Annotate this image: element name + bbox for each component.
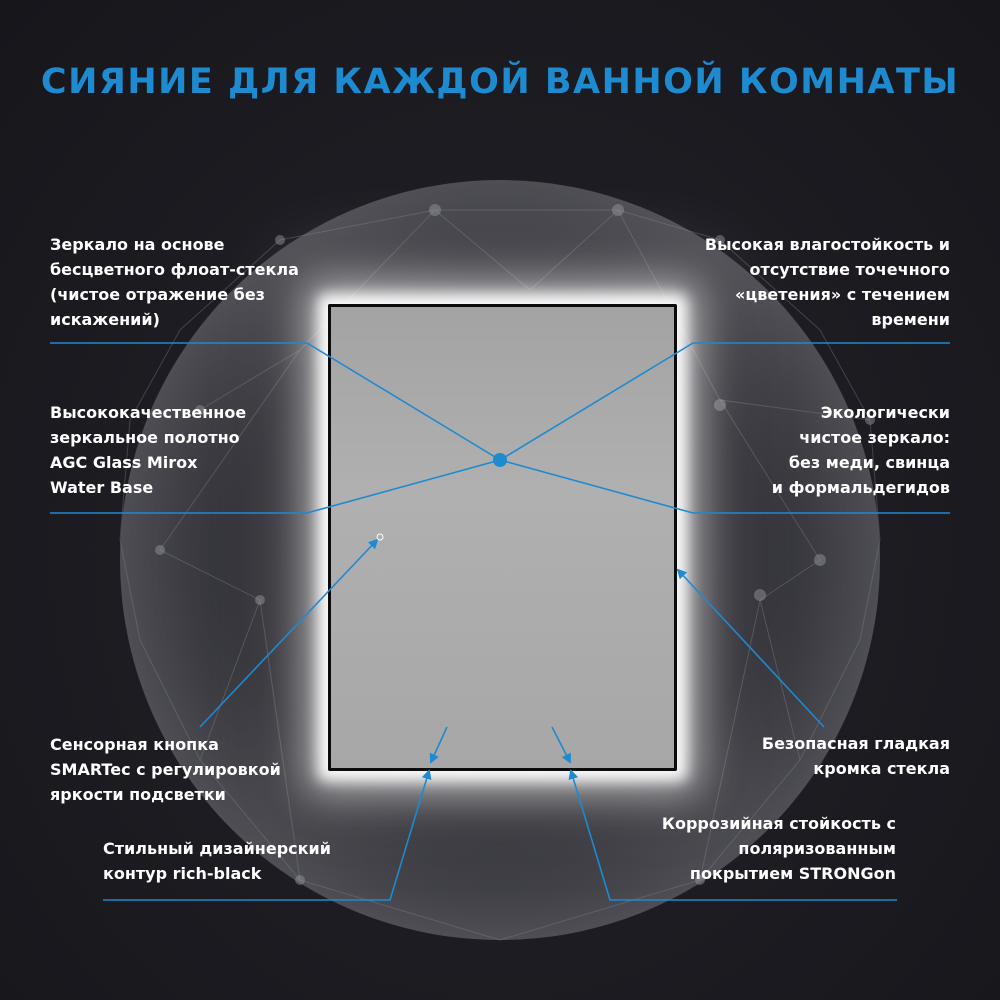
callout-line-float-glass xyxy=(50,343,500,460)
callout-line-eco xyxy=(500,460,950,513)
callout-line-agc xyxy=(50,460,500,513)
feature-line: отсутствие точечного xyxy=(749,260,950,279)
feature-line: Сенсорная кнопка xyxy=(50,735,219,754)
feature-line: «цветения» с течением xyxy=(735,285,950,304)
feature-line: бесцветного флоат-стекла xyxy=(50,260,299,279)
feature-line: покрытием STRONGon xyxy=(689,864,896,883)
page-title: СИЯНИЕ ДЛЯ КАЖДОЙ ВАННОЙ КОМНАТЫ xyxy=(40,62,960,102)
feature-line: Water Base xyxy=(50,478,154,497)
feature-line: без меди, свинца xyxy=(788,453,950,472)
callout-line-moisture xyxy=(500,343,950,460)
feature-line: времени xyxy=(871,310,950,329)
center-dot xyxy=(493,453,507,467)
feature-line: и формальдегидов xyxy=(771,478,950,497)
feature-line: Высококачественное xyxy=(50,403,247,422)
feature-line: (чистое отражение без xyxy=(50,285,265,304)
callout-arrow-corrosion-b xyxy=(571,771,897,900)
feature-line: поляризованным xyxy=(738,839,896,858)
feature-line: SMARTec с регулировкой xyxy=(50,760,281,779)
feature-line: зеркальное полотно xyxy=(50,428,240,447)
feature-line: чистое зеркало: xyxy=(799,428,950,447)
callout-arrow-contour-a xyxy=(431,727,447,762)
feature-line: искажений) xyxy=(50,310,160,329)
feature-line: Стильный дизайнерский xyxy=(103,839,331,858)
feature-line: Безопасная гладкая xyxy=(761,734,950,753)
feature-line: Высокая влагостойкость и xyxy=(704,235,950,254)
feature-line: AGC Glass Mirox xyxy=(50,453,198,472)
feature-line: кромка стекла xyxy=(813,759,950,778)
callout-arrow-contour-b xyxy=(103,771,429,900)
feature-line: контур rich-black xyxy=(103,864,262,883)
feature-line: Экологически xyxy=(820,403,950,422)
feature-line: Зеркало на основе xyxy=(50,235,225,254)
callout-arrow-corrosion-a xyxy=(552,727,570,762)
callout-arrow-edge xyxy=(678,570,824,727)
callout-arrow-sensor xyxy=(200,540,377,727)
feature-line: Коррозийная стойкость с xyxy=(661,814,896,833)
sensor-button-dot xyxy=(377,534,383,540)
feature-line: яркости подсветки xyxy=(50,785,226,804)
